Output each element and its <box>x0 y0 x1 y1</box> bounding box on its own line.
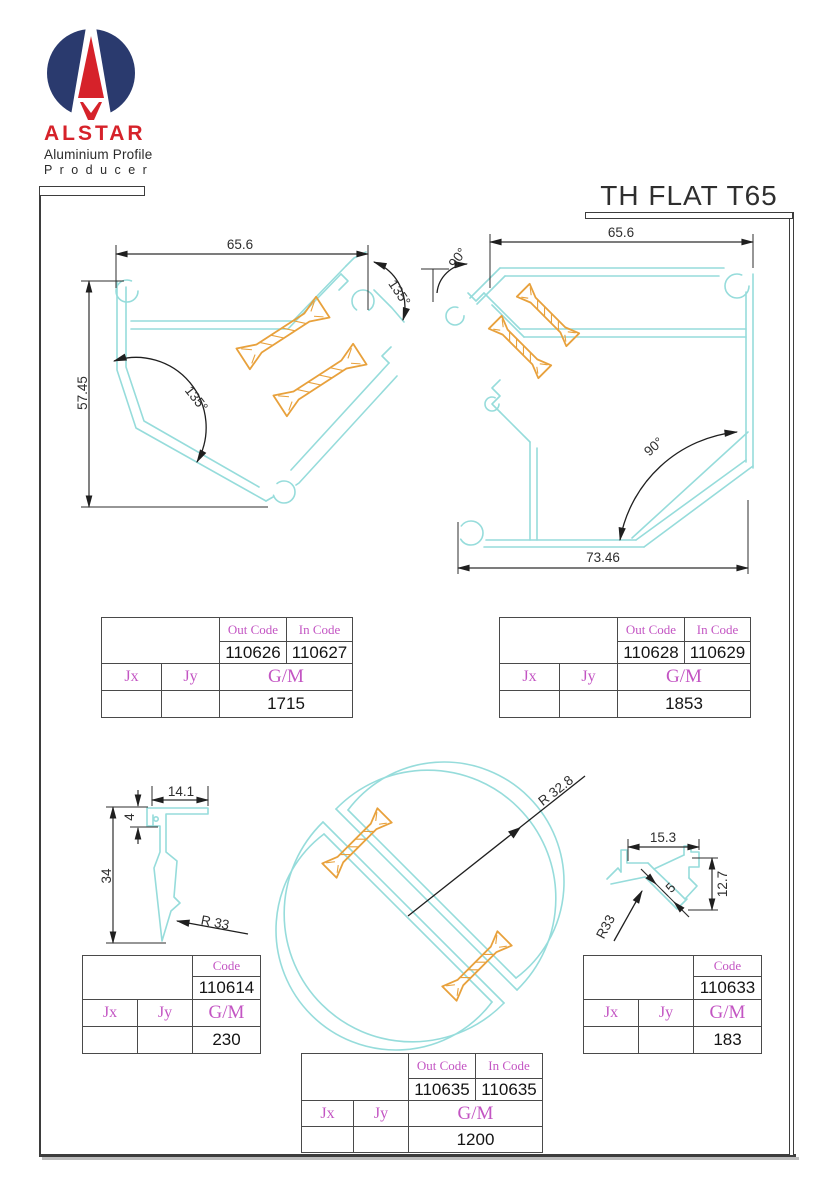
out-code-header: Out Code <box>409 1054 476 1079</box>
connector-screw <box>273 344 366 416</box>
dim-clip-thickness: 5 <box>662 879 679 896</box>
dim-hook-step: 4 <box>122 813 137 821</box>
jx-value <box>102 691 162 718</box>
in-code-value: 110629 <box>685 642 751 664</box>
jy-header: Jy <box>639 1000 694 1027</box>
jy-value <box>354 1127 409 1153</box>
profile-clip-outline <box>607 846 699 909</box>
gm-header: G/M <box>409 1101 543 1127</box>
jy-value <box>560 691 618 718</box>
connector-screw <box>236 297 329 369</box>
blank-cell <box>584 956 694 1000</box>
jy-header: Jy <box>560 664 618 691</box>
spec-table-round <box>301 1053 543 1153</box>
dim-clip-width: 15.3 <box>649 830 677 845</box>
jx-value <box>83 1027 138 1054</box>
profile-round-drawing <box>285 755 605 1065</box>
dim-height-135: 57.45 <box>75 376 90 410</box>
out-code-header: Out Code <box>220 618 287 642</box>
in-code-header: In Code <box>685 618 751 642</box>
gm-value: 1200 <box>409 1127 543 1153</box>
dim-bottom-width-90: 73.46 <box>586 550 620 565</box>
jy-value <box>639 1027 694 1054</box>
gm-header: G/M <box>694 1000 762 1027</box>
gm-header: G/M <box>193 1000 261 1027</box>
blank-cell <box>83 956 193 1000</box>
dim-width-135: 65.6 <box>226 237 254 252</box>
gm-header: G/M <box>220 664 353 691</box>
jy-value <box>138 1027 193 1054</box>
jy-header: Jy <box>138 1000 193 1027</box>
spec-table-clip <box>583 955 762 1054</box>
bottom-border <box>39 1154 796 1157</box>
blank-cell <box>302 1054 409 1101</box>
dim-clip-radius: R33 <box>593 912 618 942</box>
out-code-value: 110628 <box>618 642 685 664</box>
angle-inner-135: 135° <box>181 383 211 415</box>
angle-outer-135: 135° <box>385 276 414 309</box>
spec-table-corner135 <box>101 617 353 718</box>
angle-inner-90: 90° <box>641 434 667 460</box>
spec-table-hook <box>82 955 261 1054</box>
in-code-value: 110627 <box>287 642 353 664</box>
out-code-value: 110626 <box>220 642 287 664</box>
profile-135-drawing <box>70 230 430 530</box>
jx-header: Jx <box>302 1101 354 1127</box>
profile-hook-drawing <box>75 775 275 955</box>
jx-header: Jx <box>83 1000 138 1027</box>
brand-subtitle-1: Aluminium Profile <box>44 147 153 162</box>
profile-135-outline <box>116 252 404 503</box>
gm-header: G/M <box>618 664 751 691</box>
in-code-header: In Code <box>476 1054 543 1079</box>
dim-hook-width: 14.1 <box>167 784 195 799</box>
code-value: 110633 <box>694 977 762 1000</box>
profile-clip-drawing <box>580 800 790 960</box>
in-code-value: 110635 <box>476 1079 543 1101</box>
dim-clip-height: 12.7 <box>715 870 730 898</box>
blank-cell <box>102 618 220 664</box>
profile-90-outline <box>446 268 753 547</box>
connector-screw <box>442 931 511 1000</box>
jx-value <box>500 691 560 718</box>
jx-value <box>302 1127 354 1153</box>
angle-top-90: 90° <box>445 245 470 271</box>
alstar-logo-emblem <box>44 26 139 124</box>
gm-value: 1715 <box>220 691 353 718</box>
brand-name: ALSTAR <box>44 122 146 145</box>
left-border <box>39 195 41 1155</box>
out-code-value: 110635 <box>409 1079 476 1101</box>
jx-value <box>584 1027 639 1054</box>
out-code-header: Out Code <box>618 618 685 642</box>
logo-underline-bar <box>39 186 145 196</box>
title-underline <box>585 212 793 219</box>
gm-value: 183 <box>694 1027 762 1054</box>
dim-hook-height: 34 <box>99 868 114 884</box>
in-code-header: In Code <box>287 618 353 642</box>
jy-value <box>162 691 220 718</box>
brand-subtitle-2: P r o d u c e r <box>44 163 149 177</box>
page-title: TH FLAT T65 <box>600 180 778 211</box>
jx-header: Jx <box>500 664 560 691</box>
jx-header: Jx <box>102 664 162 691</box>
code-header: Code <box>694 956 762 977</box>
spec-table-corner90 <box>499 617 751 718</box>
blank-cell <box>500 618 618 664</box>
dim-hook-radius: R 33 <box>199 912 231 933</box>
gm-value: 1853 <box>618 691 751 718</box>
profile-90-drawing <box>425 225 810 590</box>
jy-header: Jy <box>162 664 220 691</box>
code-header: Code <box>193 956 261 977</box>
gm-value: 230 <box>193 1027 261 1054</box>
dim-round-radius: R 32.8 <box>535 772 576 809</box>
code-value: 110614 <box>193 977 261 1000</box>
jy-header: Jy <box>354 1101 409 1127</box>
connector-screw <box>489 316 551 378</box>
dim-width-90: 65.6 <box>607 225 635 240</box>
jx-header: Jx <box>584 1000 639 1027</box>
